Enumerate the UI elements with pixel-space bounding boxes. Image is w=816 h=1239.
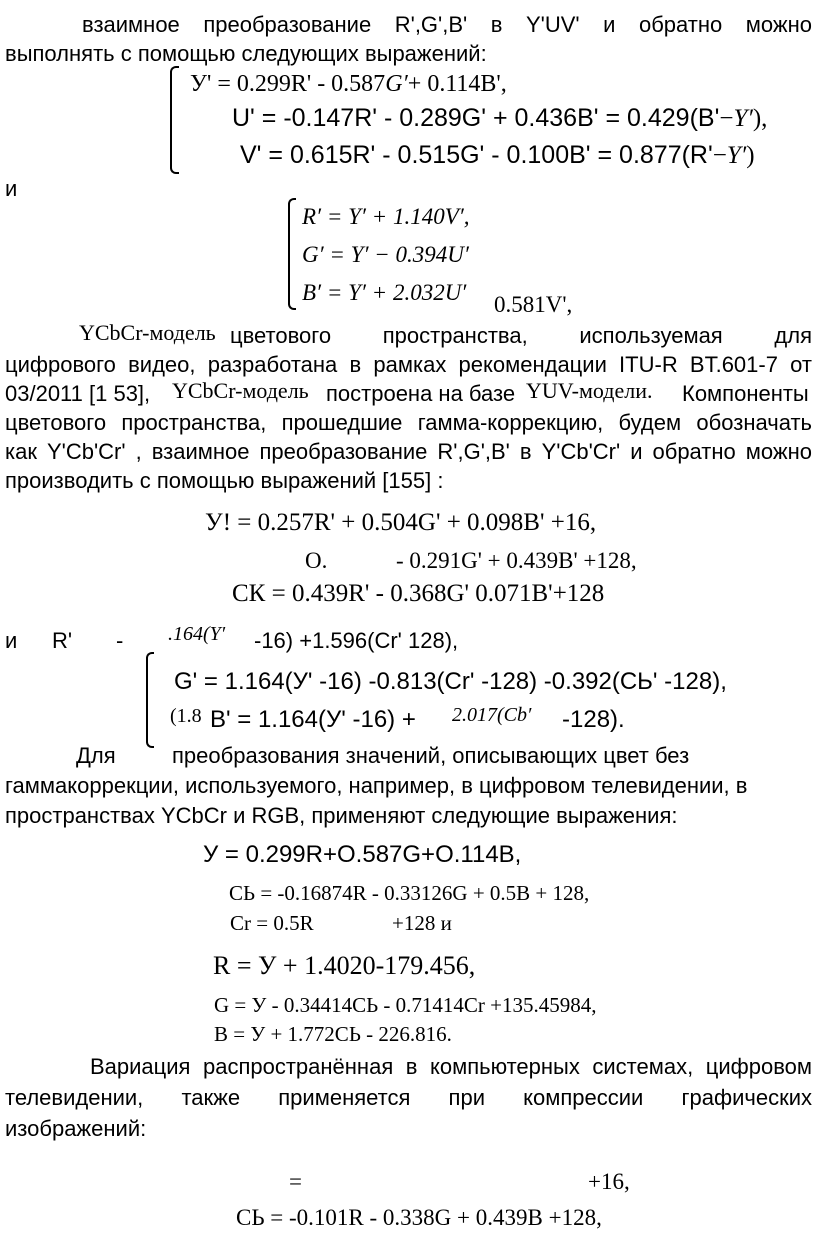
yuv-model-label: YUV-модели. — [526, 378, 653, 403]
para2-line-1a: Для — [76, 743, 116, 768]
dash: - — [116, 628, 124, 653]
para3-line-3: изображений: — [5, 1116, 147, 1141]
and-text: и — [5, 176, 18, 201]
r-eq-fragment: .164(Y′ — [168, 623, 226, 645]
eq-part: V' = 0.615R' - 0.515G' - 0.100B' = 0.877(R' — [240, 141, 713, 169]
para2-line-3: пространствах YCbCr и RGB, применяют следующие выражения: — [5, 803, 678, 828]
para1-line-3a: 03/2011 [1 53], — [5, 381, 151, 406]
r-eq-rest: -16) +1.596(Cr' 128), — [254, 628, 459, 653]
system2-tail: 0.581V', — [494, 292, 573, 317]
para1-line-3e: Компоненты — [682, 381, 809, 406]
system2-eq2: G′ = Y′ − 0.394U′ — [302, 242, 469, 267]
para1-line-3c: построена на базе — [326, 381, 516, 406]
system1-eq2 — [232, 106, 767, 131]
eq-part: ) — [746, 142, 755, 169]
b-eq-fragment-1: (1.8 — [170, 705, 202, 727]
para2-line-1b: преобразования значений, описывающих цвет без — [172, 743, 690, 768]
system1-eq3 — [240, 143, 755, 168]
eq-cr-tail: +128 и — [392, 911, 452, 935]
system1-eq1 — [190, 72, 507, 96]
eq-part: ), — [752, 105, 768, 132]
b-eq-fragment-2: 2.017(Cb′ — [452, 704, 532, 726]
para1-line-5: как Y'Cb'Cr' , взаимное преобразование R',G',B' в Y'Cb'Cr' и обратно можно — [5, 439, 812, 464]
eq-r: R = У + 1.4020-179.456, — [213, 951, 476, 980]
r-prime-label: R' — [52, 628, 73, 653]
system2-eq1: R′ = Y′ + 1.140V′, — [302, 204, 470, 229]
para1-line-4: цветового пространства, прошедшие гамма-коррекцию, будем обозначать — [5, 410, 812, 435]
eq-part: Y′ — [726, 142, 747, 169]
eq-b: В = У + 1.772СЬ - 226.816. — [214, 1022, 452, 1046]
para3-line-2: телевидении, также применяется при компрессии графических — [5, 1085, 812, 1110]
b-eq-rest: -128). — [562, 706, 625, 733]
eq-part: Y′ — [733, 105, 753, 132]
system1-brace — [170, 66, 179, 174]
eq-part: U' = -0.147R' - 0.289G' + 0.436B' = 0.429(B' — [232, 104, 720, 132]
eq-cr-prime: СК = 0.439R' - 0.368G' 0.071B'+128 — [232, 580, 605, 607]
eq-part: У' = 0.299R' — [190, 71, 312, 97]
para3-line-1: Вариация распространённая в компьютерных системах, цифровом — [90, 1054, 812, 1079]
eq-cb-2: СЬ = -0.101R - 0.338G + 0.439В +128, — [236, 1205, 602, 1230]
eq-y-equals: = — [289, 1169, 302, 1194]
ycbcr-model-label: YCbCr-модель — [79, 320, 216, 345]
system2-eq3: B′ = Y′ + 2.032U′ — [302, 280, 467, 305]
eq-part: − — [719, 105, 734, 132]
intro-line-2: выполнять с помощью следующих выражений: — [5, 41, 487, 66]
eq-part: − — [712, 142, 727, 169]
eq-part: - 0.587 — [311, 71, 386, 97]
eq-cr: Cr = 0.5R — [230, 911, 314, 935]
g-eq: G' = 1.164(У' -16) -0.813(Cr' -128) -0.392(СЬ' -128), — [174, 668, 727, 695]
para1-line-2: цифрового видео, разработана в рамках рекомендации ITU-R BT.601-7 от — [5, 352, 812, 377]
eq-y-plus16: +16, — [588, 1169, 630, 1194]
system3-brace — [146, 652, 154, 748]
eq-y-prime: У! = 0.257R' + 0.504G' + 0.098B' +16, — [205, 509, 597, 536]
eq-part: G′ — [385, 71, 408, 97]
para2-line-2: гаммакоррекции, используемого, например, в цифровом телевидении, в — [5, 773, 748, 798]
eq-part: + 0.114B', — [407, 71, 507, 97]
system2-brace — [288, 198, 296, 310]
eq-g: G = У - 0.34414СЬ - 0.71414Cr +135.45984, — [214, 993, 597, 1017]
eq-cb: СЬ = -0.16874R - 0.33126G + 0.5В + 128, — [229, 881, 590, 905]
eq-cb-fragment: О. — [305, 548, 328, 573]
intro-line-1: взаимное преобразование R',G',B' в Y'UV' и обратно можно — [82, 12, 812, 37]
ycbcr-model-label-2: YCbCr-модель — [172, 378, 309, 403]
eq-y: У = 0.299R+О.587G+О.114В, — [203, 841, 522, 868]
and-text-2: и — [5, 628, 18, 653]
eq-cb-prime: - 0.291G' + 0.439B' +128, — [396, 548, 637, 573]
para1-line-6: производить с помощью выражений [155] : — [5, 468, 444, 493]
b-eq-main: B' = 1.164(У' -16) + — [210, 706, 423, 733]
para1-line-1: цветового пространства, используемая для — [230, 323, 812, 348]
